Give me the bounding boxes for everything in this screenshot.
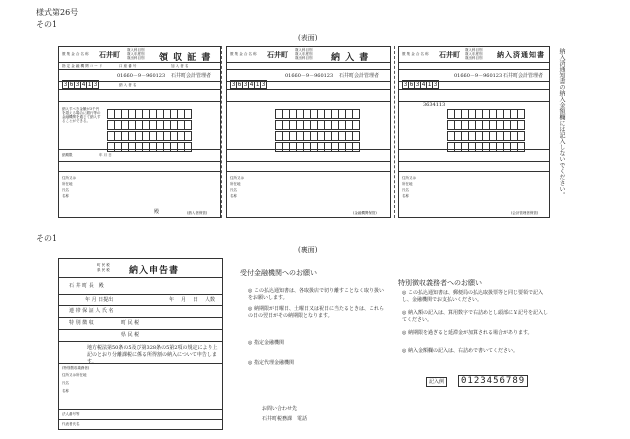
instruction-3: ◎ 指定金融機関 — [248, 340, 284, 346]
deadline-date: 年 月 日 — [99, 153, 112, 157]
notice-footer: (会計管理者保管) — [511, 211, 539, 215]
subject-label-3: 歳出科目別 — [127, 56, 145, 60]
submit-date: 年 月 日提出 — [85, 297, 114, 303]
section-label-bottom: その1 — [36, 234, 58, 243]
holder-name: 石井町会計管理者 — [171, 73, 212, 79]
receipt-title: 領 収 証 書 — [159, 53, 212, 63]
payment-title: 納 入 書 — [331, 53, 370, 63]
account-number: 01660－9－960123 — [117, 73, 166, 79]
receipt-footer: (納入者保管) — [187, 211, 208, 215]
instruction-2: ◎ 納期限が日曜日、土曜日又は祝日に当たるときは、これらの日の翌日がその納期限となります。 — [248, 306, 384, 319]
receipt-form — [58, 46, 221, 218]
instructions-title: 受付金融機関へのお願い — [240, 269, 317, 277]
town-name: 石井町 — [267, 50, 288, 59]
col-year: 年 — [169, 297, 175, 303]
notice-title: 納入済通知書 — [497, 50, 545, 59]
payment-footer: (金融機関保管) — [353, 211, 377, 215]
declaration-title: 納入申告書 — [129, 266, 180, 276]
sub-label-2: 県 民 税 — [97, 268, 110, 272]
agency-label: 徴 集 金 合 名 称 — [402, 52, 429, 56]
town-name: 石井町 — [99, 50, 120, 59]
town-label: 石 井 町 長 殿 — [69, 283, 104, 289]
town-name: 石井町 — [439, 50, 460, 59]
code-digits: 3 6 3 4 1 3 — [231, 81, 266, 88]
section-label-top: その1 — [36, 20, 58, 29]
account-number: 01660－9－960123 — [285, 73, 334, 79]
payer-code: 3634113 — [423, 102, 446, 108]
account-label: 口 座 番 号 — [119, 64, 137, 68]
back-label: (裏面) — [298, 246, 318, 254]
guarantor: 連 帯 保 証 人 氏 名 — [69, 308, 114, 314]
payer-fields: 住所又は 所在地 氏名 名称 — [62, 176, 76, 198]
field-address: 住所又は所在地 — [62, 373, 87, 377]
agency-label: 徴 集 金 合 名 称 — [62, 52, 89, 56]
col-month: 月 — [181, 297, 187, 303]
seal-mark: 殿 — [154, 209, 160, 215]
note-4: ◎ 納入金額欄の記入は、右詰めで書いてください。 — [402, 348, 518, 354]
special-collection: 特 別 徴 収 — [69, 320, 94, 326]
holder-name: 石井町会計管理者 — [339, 73, 380, 79]
code-digits: 3 6 3 4 1 3 — [403, 81, 438, 88]
note-3: ◎ 納期限を過ぎると延滞金が加算される場合があります。 — [402, 330, 533, 336]
front-label: (表面) — [298, 34, 318, 42]
vertical-note: 納入済通知書の納入金額欄には記入しないでください。 — [558, 48, 565, 198]
contact-label: お問い合わせ先 — [262, 406, 298, 412]
declaration-form — [58, 258, 223, 430]
col-count: 人数 — [205, 297, 216, 303]
col-day: 日 — [193, 297, 199, 303]
field-representative: 代表者氏名 — [62, 422, 80, 426]
example-digits: 0123456789 — [458, 375, 528, 387]
code-label: 指 定 金 融 機 関 コ ー ド — [62, 64, 103, 68]
section-label: (特別徴収義務者) — [62, 366, 90, 370]
declaration-note: 地方税法第50条の5及び第328条の5第2項の規定により上記のとおり分離課税に係る所得割の納入について申告します。 — [87, 345, 218, 365]
deadline-label: 納期限 — [62, 153, 73, 157]
town-tax: 町 民 税 — [121, 320, 140, 326]
agency-label: 徴 集 金 合 名 称 — [230, 52, 257, 56]
contact-text: 石井町税務課 電話 — [262, 416, 308, 422]
notice-form: 徴 集 金 合 名 称 石井町 歳入科目別 歳入年度別 歳出科目別 納入済通知書 3 6 3 4 1 3 01660－9－960123 石井町会計管理者 3634113 住所又は 所在地 氏名 名称 (会計管理者保管) — [398, 46, 550, 218]
code-digits: 3 6 3 4 1 3 — [63, 81, 98, 88]
account-number: 01660－9－960123 — [454, 73, 503, 79]
payer-label: 納 入 者 名 — [119, 83, 137, 87]
holder-name: 石井町会計管理者 — [503, 73, 544, 79]
form-number: 様式第26号 — [36, 8, 79, 17]
field-corp-number: 法人番号等 — [62, 412, 80, 416]
payment-form: 徴 集 金 合 名 称 石井町 歳入科目別 歳入年度別 歳出科目別 納 入 書 3 6 3 4 1 3 01660－9－960123 石井町会計管理者 住所又は 所在地 氏名 名称 (金融機関保管) — [226, 46, 391, 218]
instruction-4: ◎ 指定代理金融機関 — [248, 360, 294, 366]
sub-label-1: 町 民 税 — [97, 263, 110, 267]
field-name: 氏名 — [62, 381, 69, 385]
prefecture-tax: 県 民 税 — [121, 332, 140, 338]
special-notes-title: 特別徴収義務者へのお願い — [398, 279, 482, 287]
subject-label-1: 歳入科目別 — [127, 48, 145, 52]
example-label: 記入例 — [426, 377, 447, 387]
instruction-1: ◎ この払込通知書は、各取扱店で切り離すことなく取り扱いをお願いします。 — [248, 288, 384, 301]
holder-label: 加 入 者 名 — [171, 64, 189, 68]
note-1: ◎ この払込通知書は、郵便局の払込取扱票等と同じ要領で記入し、金融機関でお支払いください。 — [402, 290, 543, 303]
note-2: ◎ 納入額の記入は、算用数字で右詰めとし頭部に￥記号を記入してください。 — [402, 310, 548, 323]
field-corp: 名称 — [62, 389, 69, 393]
subject-label-2: 歳入年度別 — [127, 52, 145, 56]
notice-text: 納入すべき金額が3千円を超える場合に銀行等の金融機関を通じて納入することができる。 — [62, 107, 101, 123]
